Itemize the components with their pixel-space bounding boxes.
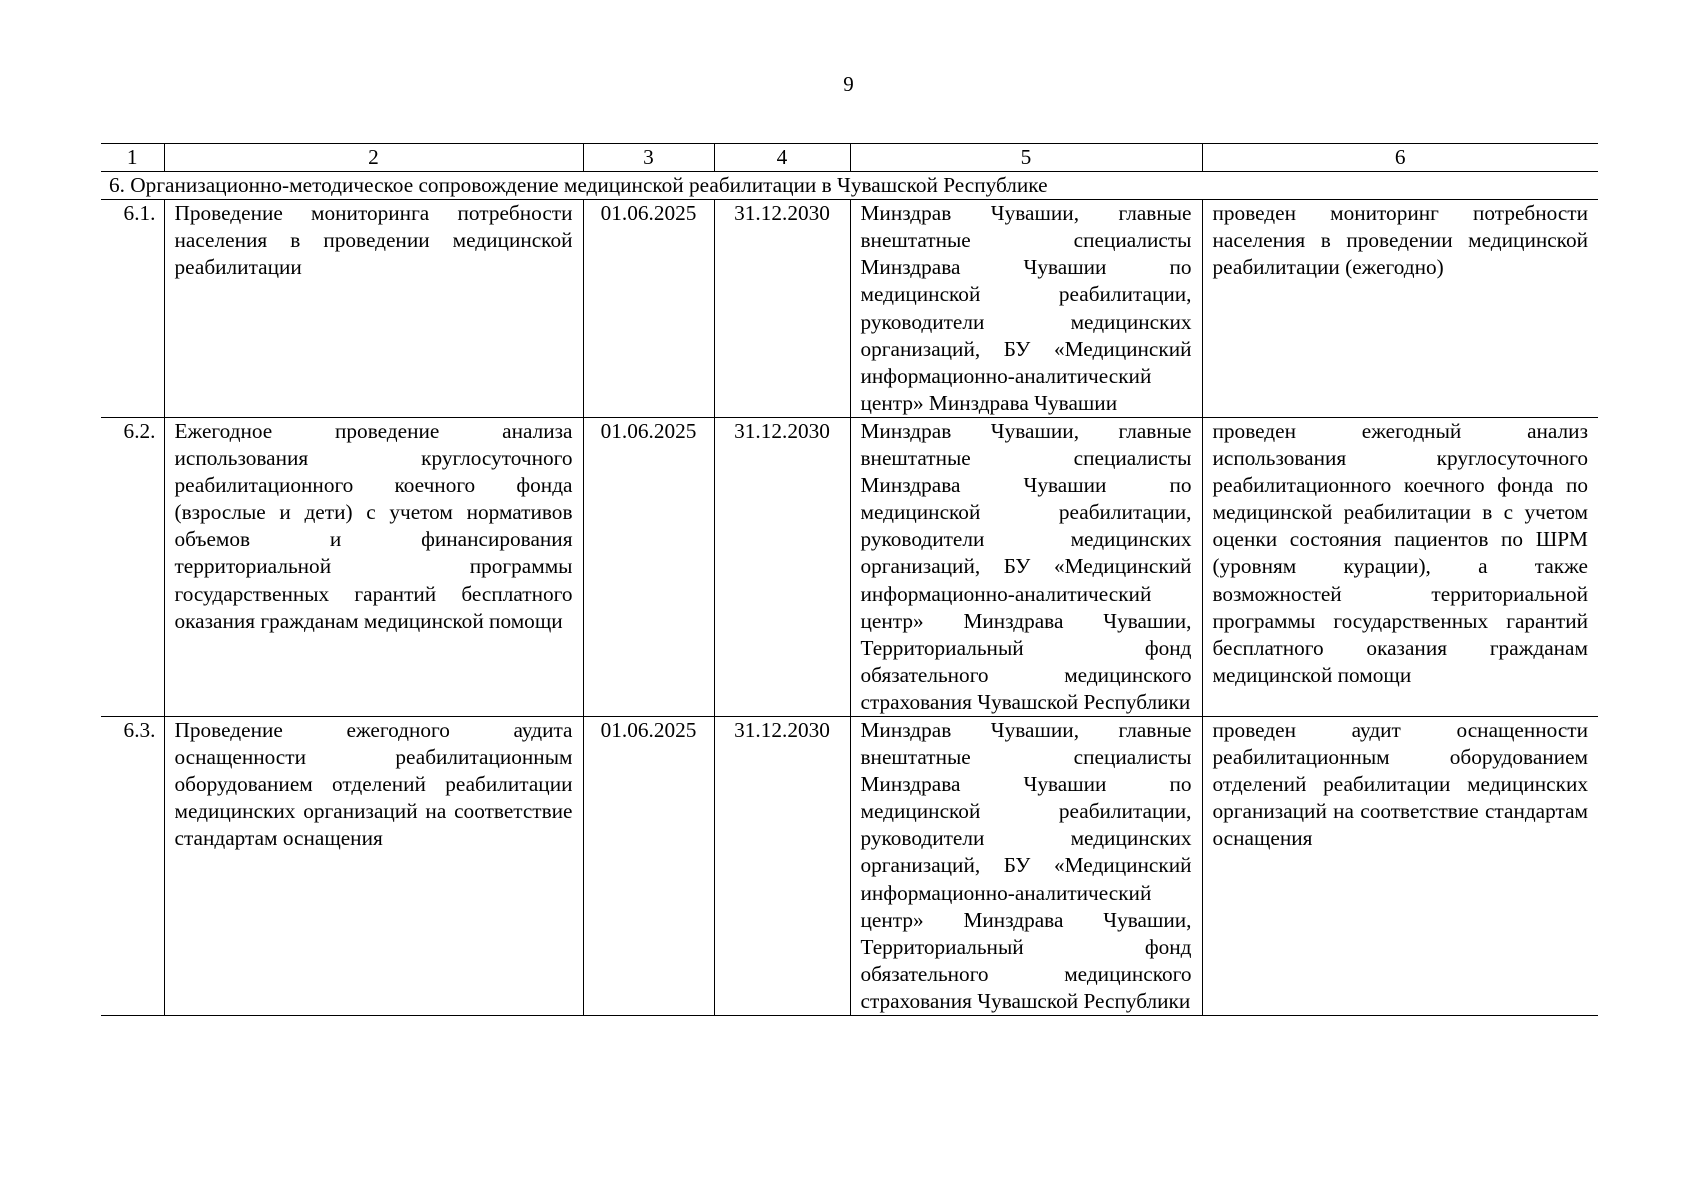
column-number: 3 — [583, 144, 714, 172]
column-number-row — [101, 144, 1598, 172]
end-date: 31.12.2030 — [714, 200, 850, 418]
column-number: 4 — [714, 144, 850, 172]
event-description: Ежегодное проведение анализа использования круглосуточного реабилитационного коечного фонда (взрослые и дети) с учетом нормативов объемов и финансирования территориальной программы государственных гарантий бесплатного оказания гражданам медицинской помощи — [164, 417, 583, 716]
measures-table — [101, 143, 1598, 1016]
section-row — [101, 172, 1598, 200]
page-number: 9 — [843, 72, 854, 96]
expected-result: проведен аудит оснащенности реабилитационным оборудованием отделений реабилитации медицинских организаций на соответствие стандартам оснащения — [1202, 716, 1598, 1015]
end-date: 31.12.2030 — [714, 417, 850, 716]
item-number: 6.1. — [101, 200, 164, 418]
event-description: Проведение ежегодного аудита оснащенности реабилитационным оборудованием отделений реабилитации медицинских организаций на соответствие стандартам оснащения — [164, 716, 583, 1015]
table-row — [101, 716, 1598, 1015]
event-description: Проведение мониторинга потребности населения в проведении медицинской реабилитации — [164, 200, 583, 418]
expected-result: проведен ежегодный анализ использования круглосуточного реабилитационного коечного фонда по медицинской реабилитации в с учетом оценки состояния пациентов по ШРМ (уровням курации), а также возможностей территориальной программы государственных гарантий бесплатного оказания гражданам медицинской помощи — [1202, 417, 1598, 716]
start-date: 01.06.2025 — [583, 417, 714, 716]
column-number: 6 — [1202, 144, 1598, 172]
expected-result: проведен мониторинг потребности населения в проведении медицинской реабилитации (ежегодно) — [1202, 200, 1598, 418]
responsible-parties: Минздрав Чувашии, главные внештатные специалисты Минздрава Чувашии по медицинской реабилитации, руководители медицинских организаций, БУ «Медицинский информационно-аналитический центр» Минздрава Чувашии, Территориальный фонд обязательного медицинского страхования Чувашской Республики — [850, 716, 1202, 1015]
start-date: 01.06.2025 — [583, 200, 714, 418]
item-number: 6.3. — [101, 716, 164, 1015]
column-number: 2 — [164, 144, 583, 172]
item-number: 6.2. — [101, 417, 164, 716]
responsible-parties: Минздрав Чувашии, главные внештатные специалисты Минздрава Чувашии по медицинской реабилитации, руководители медицинских организаций, БУ «Медицинский информационно-аналитический центр» Минздрава Чувашии — [850, 200, 1202, 418]
section-title: 6. Организационно-методическое сопровождение медицинской реабилитации в Чувашской Республике — [101, 172, 1598, 200]
column-number: 1 — [101, 144, 164, 172]
responsible-parties: Минздрав Чувашии, главные внештатные специалисты Минздрава Чувашии по медицинской реабилитации, руководители медицинских организаций, БУ «Медицинский информационно-аналитический центр» Минздрава Чувашии, Территориальный фонд обязательного медицинского страхования Чувашской Республики — [850, 417, 1202, 716]
end-date: 31.12.2030 — [714, 716, 850, 1015]
column-number: 5 — [850, 144, 1202, 172]
table-row — [101, 200, 1598, 418]
table-row — [101, 417, 1598, 716]
start-date: 01.06.2025 — [583, 716, 714, 1015]
